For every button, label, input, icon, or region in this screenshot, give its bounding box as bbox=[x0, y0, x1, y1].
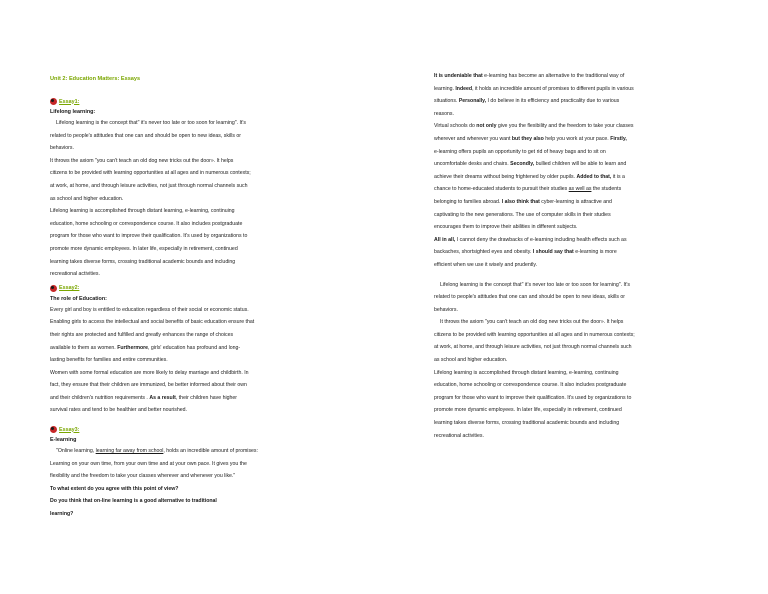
connector-word: Added to that, bbox=[576, 173, 612, 180]
text-run: backaches, shortsighted eyes and obesity. bbox=[434, 249, 533, 256]
essay3-question: Do you think that on-line learning is a good alternative to traditional bbox=[50, 498, 217, 505]
connector-word: Furthermore bbox=[117, 344, 149, 351]
essay-line bbox=[434, 120, 734, 133]
essay1-line: citizens to be provided with learning opportunities at all ages and in numerous contexts; bbox=[50, 170, 251, 177]
lifelong-line: learning takes diverse forms, crossing traditional academic bounds and including bbox=[434, 420, 620, 427]
essay-line bbox=[434, 133, 734, 146]
lifelong-line: at work, at home, and through leisure activities, not just through normal channels such bbox=[434, 344, 632, 351]
connector-word: but they also bbox=[511, 135, 544, 142]
essay2-line: survival rates and tend to be healthier and better nourished. bbox=[50, 407, 187, 414]
connector-word: I also think that bbox=[501, 198, 540, 205]
lifelong-line: promote more dynamic employees. In later life, especially in retirement, continued bbox=[434, 407, 622, 414]
essay1-line: learning takes diverse forms, crossing traditional academic bounds and including bbox=[50, 258, 236, 265]
connector-word: Indeed bbox=[455, 85, 473, 92]
essay1-line: as school and higher education. bbox=[50, 195, 124, 202]
essay1-heading: Lifelong learning: bbox=[50, 109, 96, 115]
essay1-line: related to people's attitudes that one can and should be open to new ideas, skills or bbox=[50, 132, 242, 139]
connector-word: Secondly, bbox=[510, 161, 535, 168]
essay-line: e-learning offers pupils an opportunity to get rid of heavy bags and to sit on bbox=[434, 148, 606, 155]
text-run: e-learning has become an alternative to the traditional way of bbox=[482, 73, 625, 79]
essay-line: captivating to the new generations. The use of computer skills in their studies bbox=[434, 211, 611, 218]
student-icon bbox=[50, 426, 57, 433]
connector-word: All in all, bbox=[434, 236, 456, 243]
right-column bbox=[434, 70, 734, 442]
text-run: help you work at your pace. bbox=[543, 135, 611, 142]
text-run: e-learning is more bbox=[573, 249, 617, 256]
connector-word: I should say that bbox=[532, 249, 574, 256]
underlined-phrase: learning far away from school bbox=[95, 448, 164, 455]
essay1-line: education, home schooling or correspondence course. It also includes postgraduate bbox=[50, 220, 243, 227]
text-run: "Online learning, bbox=[56, 448, 96, 455]
essay1-line: behaviors. bbox=[50, 145, 74, 152]
connector-word: Personally, bbox=[458, 98, 487, 105]
essay3-question: To what extent do you agree with this point of view? bbox=[50, 485, 179, 492]
essay2-line: fact, they ensure that their children are immunized, be better informed about their own bbox=[50, 382, 247, 389]
text-run: give you the flexibility and the freedom to take your classes bbox=[496, 123, 634, 130]
lifelong-line: program for those who want to improve their qualification. It's used by organizations to bbox=[434, 394, 632, 401]
essay2-line: Enabling girls to access the intellectual and social benefits of basic education ensure that bbox=[50, 319, 255, 326]
essay-line: reasons. bbox=[434, 110, 454, 117]
essay2-line: Women with some formal education are more likely to delay marriage and childbirth. In bbox=[50, 369, 249, 376]
essay1-header bbox=[50, 96, 390, 107]
essay1-line: at work, at home, and through leisure activities, not just through normal channels such bbox=[50, 182, 248, 189]
essay-line: efficient when we use it wisely and prudently. bbox=[434, 261, 538, 268]
essay3-line: Learning on your own time, from your own time and at your own pace. It gives you the bbox=[50, 460, 247, 467]
essay2-line bbox=[50, 342, 390, 355]
essay2-line: their rights are protected and fulfilled and greatly enhances the range of choices bbox=[50, 331, 234, 338]
text-run: , it holds an incredible amount of promises to different pupils in various bbox=[472, 85, 634, 92]
lifelong-line: It throws the axiom "you can't teach an old dog new tricks out the door». It helps bbox=[440, 319, 624, 326]
essay-line bbox=[434, 234, 734, 247]
lifelong-line: recreational activities. bbox=[434, 432, 484, 439]
text-run: belonging to families abroad. bbox=[434, 198, 502, 205]
student-icon bbox=[50, 285, 57, 292]
text-run: , girls' education has profound and long- bbox=[148, 344, 241, 351]
essay-line bbox=[434, 171, 734, 184]
essay-line: encourages them to improve their abilities in different subjects. bbox=[434, 224, 578, 231]
essay2-line bbox=[50, 392, 390, 405]
essay1-line: program for those who want to improve their qualification. It's used by organizations to bbox=[50, 233, 248, 240]
essay-line bbox=[434, 95, 734, 108]
text-run: I cannot deny the drawbacks of e-learning including health effects such as bbox=[455, 236, 627, 243]
text-run: Virtual schools do bbox=[434, 123, 477, 130]
connector-word: not only bbox=[476, 123, 497, 130]
underlined-phrase: as well as bbox=[568, 186, 592, 193]
essay-line bbox=[434, 196, 734, 209]
essay-line bbox=[434, 70, 734, 83]
text-run: , holds an incredible amount of promises: bbox=[163, 448, 258, 455]
text-run: learning. bbox=[434, 85, 456, 92]
essay1-label[interactable]: Essay1: bbox=[59, 98, 80, 105]
essay-line bbox=[434, 246, 734, 259]
connector-word: As a result bbox=[149, 394, 176, 401]
essay3-question: learning? bbox=[50, 511, 74, 518]
essay1-line: It throws the axiom "you can't teach an old dog new tricks out the door». It helps bbox=[50, 157, 234, 164]
essay3-label[interactable]: Essay3: bbox=[59, 426, 80, 433]
essay-line bbox=[434, 158, 734, 171]
text-run: and their children's nutrition requirements . bbox=[50, 394, 150, 401]
connector-word: Firstly, bbox=[610, 135, 627, 142]
connector-word: It is undeniable that bbox=[434, 73, 483, 79]
text-run: uncomfortable desks and chairs. bbox=[434, 161, 511, 168]
lifelong-line: Lifelong learning is accomplished through distant learning, e-learning, continuing bbox=[434, 369, 619, 376]
text-run: situations. bbox=[434, 98, 459, 105]
text-run: , their children have higher bbox=[175, 394, 237, 401]
text-run: wherever and wherever you want bbox=[434, 135, 512, 142]
lifelong-line: related to people's attitudes that one can and should be open to new ideas, skills or bbox=[434, 294, 626, 301]
text-run: it is a bbox=[611, 173, 625, 180]
text-run: bullied children will be able to learn and bbox=[534, 161, 627, 168]
essay2-line: lasting benefits for families and entire communities. bbox=[50, 357, 168, 364]
unit-title: Unit 2: Education Matters: Essays bbox=[50, 76, 141, 82]
essay2-label[interactable]: Essay2: bbox=[59, 285, 80, 292]
essay-line bbox=[434, 183, 734, 196]
essay3-header bbox=[50, 424, 390, 435]
lifelong-line: citizens to be provided with learning opportunities at all ages and in numerous contexts; bbox=[434, 331, 635, 338]
text-run: cyber-learning is attractive and bbox=[539, 198, 612, 205]
essay1-line: Lifelong learning is accomplished through distant learning, e-learning, continuing bbox=[50, 208, 235, 215]
essay3-line bbox=[50, 445, 390, 458]
text-run: achieve their dreams without being frightened by older pupils. bbox=[434, 173, 577, 180]
text-run: chance to home-educated students to pursuit their studies bbox=[434, 186, 569, 193]
lifelong-line: as school and higher education. bbox=[434, 357, 508, 364]
text-run: available to them as women. bbox=[50, 344, 118, 351]
lifelong-line: behaviors. bbox=[434, 306, 458, 313]
student-icon bbox=[50, 98, 57, 105]
text-run: I do believe in its efficiency and practicality due to various bbox=[486, 98, 620, 105]
essay2-heading: The role of Education: bbox=[50, 295, 107, 302]
essay-line bbox=[434, 83, 734, 96]
left-column bbox=[50, 72, 390, 521]
essay1-line: recreational activities. bbox=[50, 271, 100, 278]
essay1-line: Lifelong learning is the concept that" it's never too late or too soon for learning". It's bbox=[56, 120, 246, 126]
essay3-line: flexibility and the freedom to take your classes wherever and whenever you like." bbox=[50, 473, 236, 480]
text-run: the students bbox=[591, 186, 622, 193]
essay2-line: Every girl and boy is entitled to education regardless of their social or economic status. bbox=[50, 306, 249, 313]
essay2-header bbox=[50, 283, 390, 294]
lifelong-line: Lifelong learning is the concept that" it's never too late or too soon for learning". It's bbox=[440, 281, 630, 288]
lifelong-line: education, home schooling or correspondence course. It also includes postgraduate bbox=[434, 382, 627, 389]
essay3-heading: E-learning bbox=[50, 437, 77, 444]
essay1-line: promote more dynamic employees. In later life, especially in retirement, continued bbox=[50, 245, 238, 252]
